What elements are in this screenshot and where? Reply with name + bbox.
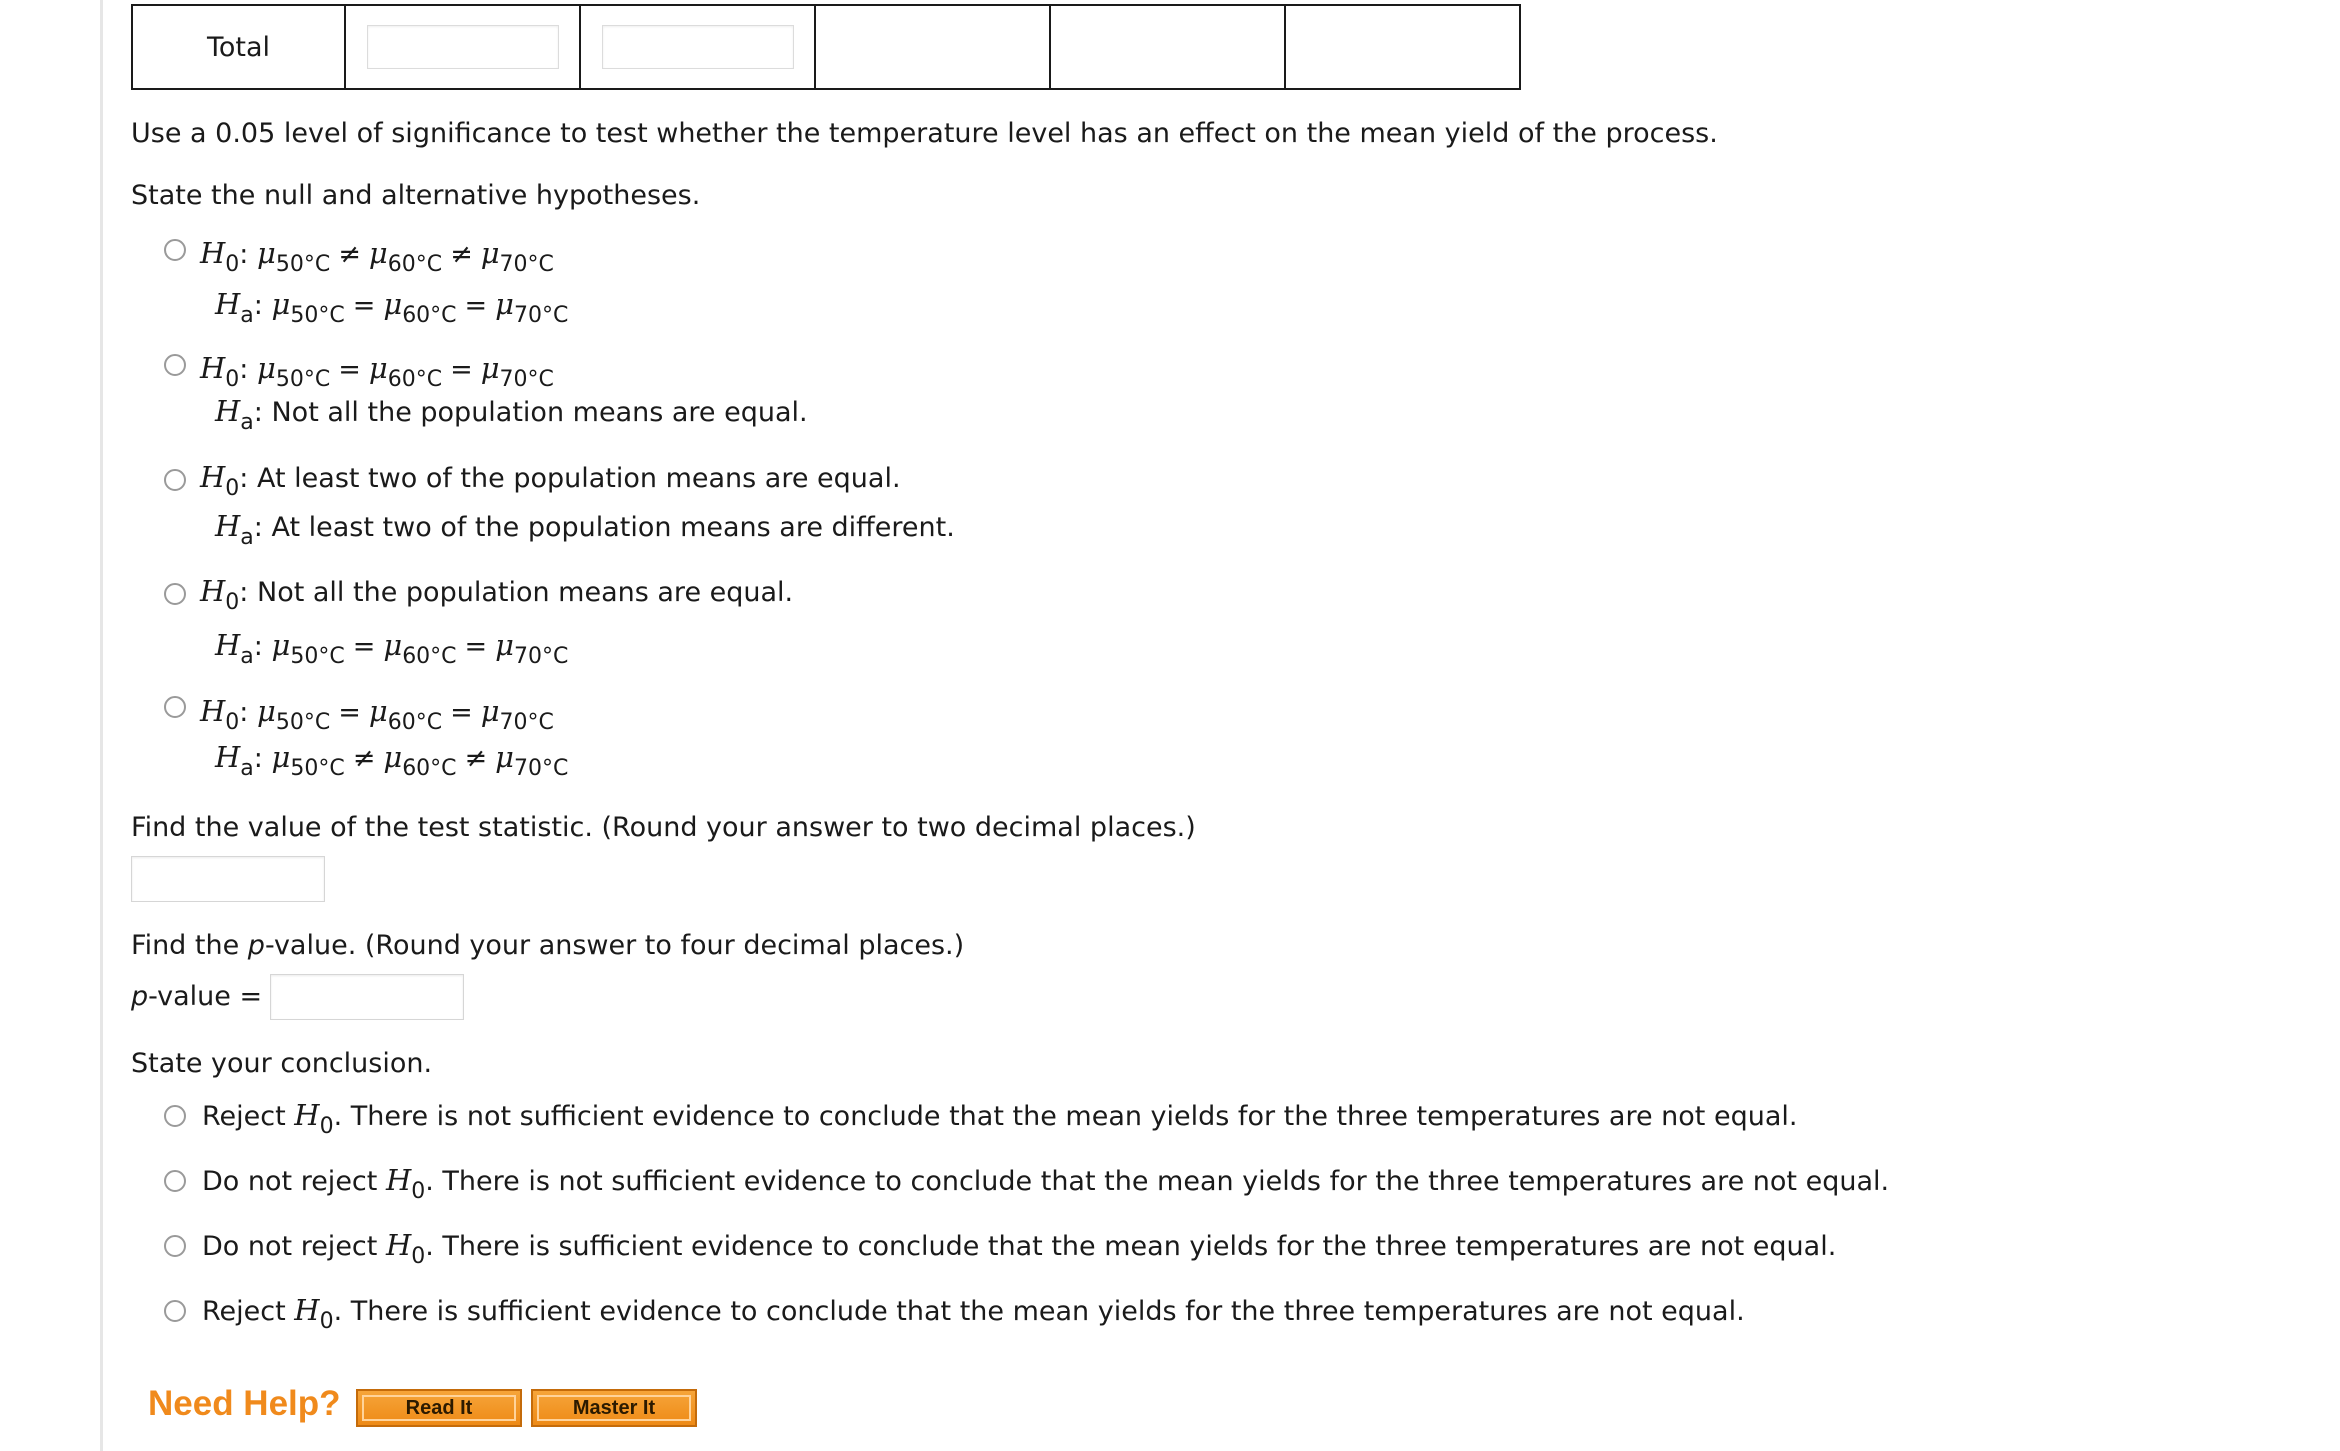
mu-symbol: μ: [480, 694, 500, 728]
conclusion-option-2: [202, 1163, 1890, 1204]
conclusion-4-pre: Reject: [202, 1296, 295, 1327]
mu-symbol: μ: [495, 287, 515, 321]
sub-60: 60°C: [402, 644, 457, 669]
mu-symbol: μ: [271, 628, 291, 662]
option-2-ha-text: Not all the population means are equal.: [271, 397, 808, 428]
h-symbol: H: [215, 287, 241, 321]
h-symbol: H: [200, 574, 226, 608]
sub-70: 70°C: [514, 644, 569, 669]
option-5-ha: [215, 740, 569, 781]
sub-zero: 0: [225, 710, 240, 735]
colon: :: [239, 697, 249, 728]
conclusion-option-3-radio[interactable]: [164, 1235, 186, 1257]
sub-zero: 0: [225, 476, 240, 501]
conclusion-2-pre: Do not reject: [202, 1166, 386, 1197]
sub-60: 60°C: [387, 710, 443, 735]
conclusion-option-3: [202, 1228, 1837, 1269]
master-it-button[interactable]: [531, 1389, 697, 1427]
sub-70: 70°C: [514, 756, 569, 781]
mu-symbol: μ: [257, 351, 276, 385]
conclusion-1-pre: Reject: [202, 1101, 295, 1132]
option-4-h0: [200, 574, 794, 615]
hypothesis-option-1-radio[interactable]: [164, 239, 186, 261]
equals: =: [352, 631, 376, 662]
conclusion-4-post: . There is sufficient evidence to conclude that the mean yields for the three temperatures are not equal.: [333, 1296, 1745, 1327]
hypothesis-option-4-radio[interactable]: [164, 583, 186, 605]
colon: :: [253, 397, 263, 428]
option-3-ha-text: At least two of the population means are different.: [271, 512, 955, 543]
pvalue-label: [131, 981, 262, 1012]
colon: :: [253, 512, 263, 543]
p-italic: p: [247, 930, 265, 961]
conclusion-option-1-radio[interactable]: [164, 1105, 186, 1127]
conclusion-option-4-radio[interactable]: [164, 1300, 186, 1322]
option-3-ha: [215, 509, 955, 550]
mu-symbol: μ: [480, 236, 500, 270]
colon: :: [253, 290, 263, 321]
not-equal: ≠: [352, 743, 376, 774]
sub-60: 60°C: [387, 367, 443, 392]
total-f-cell: [1050, 5, 1285, 89]
h-symbol: H: [215, 394, 241, 428]
p-italic: p: [131, 981, 149, 1012]
not-equal: ≠: [338, 239, 361, 270]
sub-a: a: [240, 644, 254, 669]
sub-a: a: [240, 410, 254, 435]
h-symbol: H: [200, 694, 226, 728]
sub-zero: 0: [411, 1244, 426, 1269]
hypotheses-prompt: State the null and alternative hypotheses.: [131, 180, 701, 211]
equals: =: [464, 631, 488, 662]
colon: :: [253, 743, 263, 774]
master-it-label: Master It: [537, 1395, 691, 1421]
hypothesis-option-3-radio[interactable]: [164, 469, 186, 491]
mu-symbol: μ: [257, 694, 276, 728]
sub-70: 70°C: [499, 710, 554, 735]
sub-60: 60°C: [402, 303, 457, 328]
sub-zero: 0: [319, 1309, 334, 1334]
pvalue-prompt: [131, 930, 964, 961]
hypothesis-option-2-radio[interactable]: [164, 354, 186, 376]
total-p-cell: [1285, 5, 1520, 89]
conclusion-prompt: State your conclusion.: [131, 1048, 433, 1079]
option-3-h0-text: At least two of the population means are equal.: [257, 463, 901, 494]
equals: =: [338, 354, 361, 385]
total-label: Total: [132, 5, 345, 89]
total-df-input[interactable]: [602, 25, 794, 69]
mu-symbol: μ: [368, 351, 388, 385]
pvalue-prompt-post: -value. (Round your answer to four decimal places.): [264, 930, 965, 961]
mu-symbol: μ: [480, 351, 500, 385]
sub-zero: 0: [225, 252, 240, 277]
h-symbol: H: [200, 460, 226, 494]
h-symbol: H: [294, 1098, 320, 1132]
colon: :: [253, 631, 263, 662]
h-symbol: H: [294, 1293, 320, 1327]
mu-symbol: μ: [271, 740, 291, 774]
read-it-label: Read It: [362, 1395, 516, 1421]
need-help-label: Need Help?: [148, 1384, 341, 1423]
sub-50: 50°C: [290, 644, 345, 669]
h-symbol: H: [215, 740, 241, 774]
sub-zero: 0: [225, 590, 240, 615]
conclusion-1-post: . There is not sufficient evidence to conclude that the mean yields for the three temperatures are not equal.: [333, 1101, 1798, 1132]
h-symbol: H: [215, 509, 241, 543]
option-1-h0: [200, 236, 554, 277]
h-symbol: H: [215, 628, 241, 662]
h-symbol: H: [385, 1228, 412, 1262]
total-ms-cell: [815, 5, 1050, 89]
mu-symbol: μ: [257, 236, 276, 270]
pvalue-label-post: -value =: [148, 981, 263, 1012]
anova-table-total-row: [131, 4, 1521, 90]
sub-60: 60°C: [387, 252, 443, 277]
option-2-ha: [215, 394, 808, 435]
mu-symbol: μ: [495, 740, 515, 774]
mu-symbol: μ: [495, 628, 515, 662]
conclusion-option-2-radio[interactable]: [164, 1170, 186, 1192]
total-df-cell: [580, 5, 815, 89]
mu-symbol: μ: [383, 628, 403, 662]
option-4-h0-text: Not all the population means are equal.: [257, 577, 794, 608]
sub-zero: 0: [411, 1179, 426, 1204]
not-equal: ≠: [464, 743, 488, 774]
sub-70: 70°C: [499, 252, 554, 277]
equals: =: [450, 697, 473, 728]
test-statistic-prompt: Find the value of the test statistic. (Round your answer to two decimal places.): [131, 812, 1196, 843]
sub-a: a: [240, 525, 254, 550]
pvalue-prompt-pre: Find the: [131, 930, 248, 961]
option-5-h0: [200, 694, 554, 735]
option-1-ha: [215, 287, 569, 328]
hypothesis-option-5-radio[interactable]: [164, 696, 186, 718]
equals: =: [338, 697, 361, 728]
pvalue-input[interactable]: [270, 974, 464, 1020]
not-equal: ≠: [450, 239, 473, 270]
significance-instruction: Use a 0.05 level of significance to test whether the temperature level has an effect on the mean yield of the process.: [131, 118, 1718, 149]
h-symbol: H: [200, 351, 226, 385]
sub-50: 50°C: [275, 710, 331, 735]
option-3-h0: [200, 460, 901, 501]
sub-zero: 0: [319, 1114, 334, 1139]
option-2-h0: [200, 351, 554, 392]
conclusion-option-1: [202, 1098, 1798, 1139]
sub-zero: 0: [225, 367, 240, 392]
conclusion-3-pre: Do not reject: [202, 1231, 386, 1262]
equals: =: [352, 290, 376, 321]
h-symbol: H: [200, 236, 226, 270]
table-row: [132, 5, 1520, 89]
colon: :: [239, 239, 249, 270]
equals: =: [450, 354, 473, 385]
mu-symbol: μ: [368, 694, 388, 728]
mu-symbol: μ: [271, 287, 291, 321]
sub-a: a: [240, 756, 254, 781]
total-ss-cell: [345, 5, 580, 89]
read-it-button[interactable]: [356, 1389, 522, 1427]
conclusion-3-post: . There is sufficient evidence to conclude that the mean yields for the three temperatures are not equal.: [425, 1231, 1837, 1262]
colon: :: [239, 577, 249, 608]
colon: :: [239, 354, 249, 385]
sub-a: a: [240, 303, 254, 328]
conclusion-option-4: [202, 1293, 1745, 1334]
h-symbol: H: [385, 1163, 412, 1197]
conclusion-2-post: . There is not sufficient evidence to conclude that the mean yields for the three temperatures are not equal.: [425, 1166, 1890, 1197]
mu-symbol: μ: [383, 740, 403, 774]
sub-50: 50°C: [290, 303, 345, 328]
sub-70: 70°C: [514, 303, 569, 328]
equals: =: [464, 290, 488, 321]
sub-50: 50°C: [290, 756, 345, 781]
mu-symbol: μ: [368, 236, 388, 270]
mu-symbol: μ: [383, 287, 403, 321]
total-ss-input[interactable]: [367, 25, 559, 69]
colon: :: [239, 463, 249, 494]
sub-60: 60°C: [402, 756, 457, 781]
option-4-ha: [215, 628, 569, 669]
sub-50: 50°C: [275, 252, 331, 277]
test-statistic-input[interactable]: [131, 856, 325, 902]
sub-70: 70°C: [499, 367, 554, 392]
sub-50: 50°C: [275, 367, 331, 392]
